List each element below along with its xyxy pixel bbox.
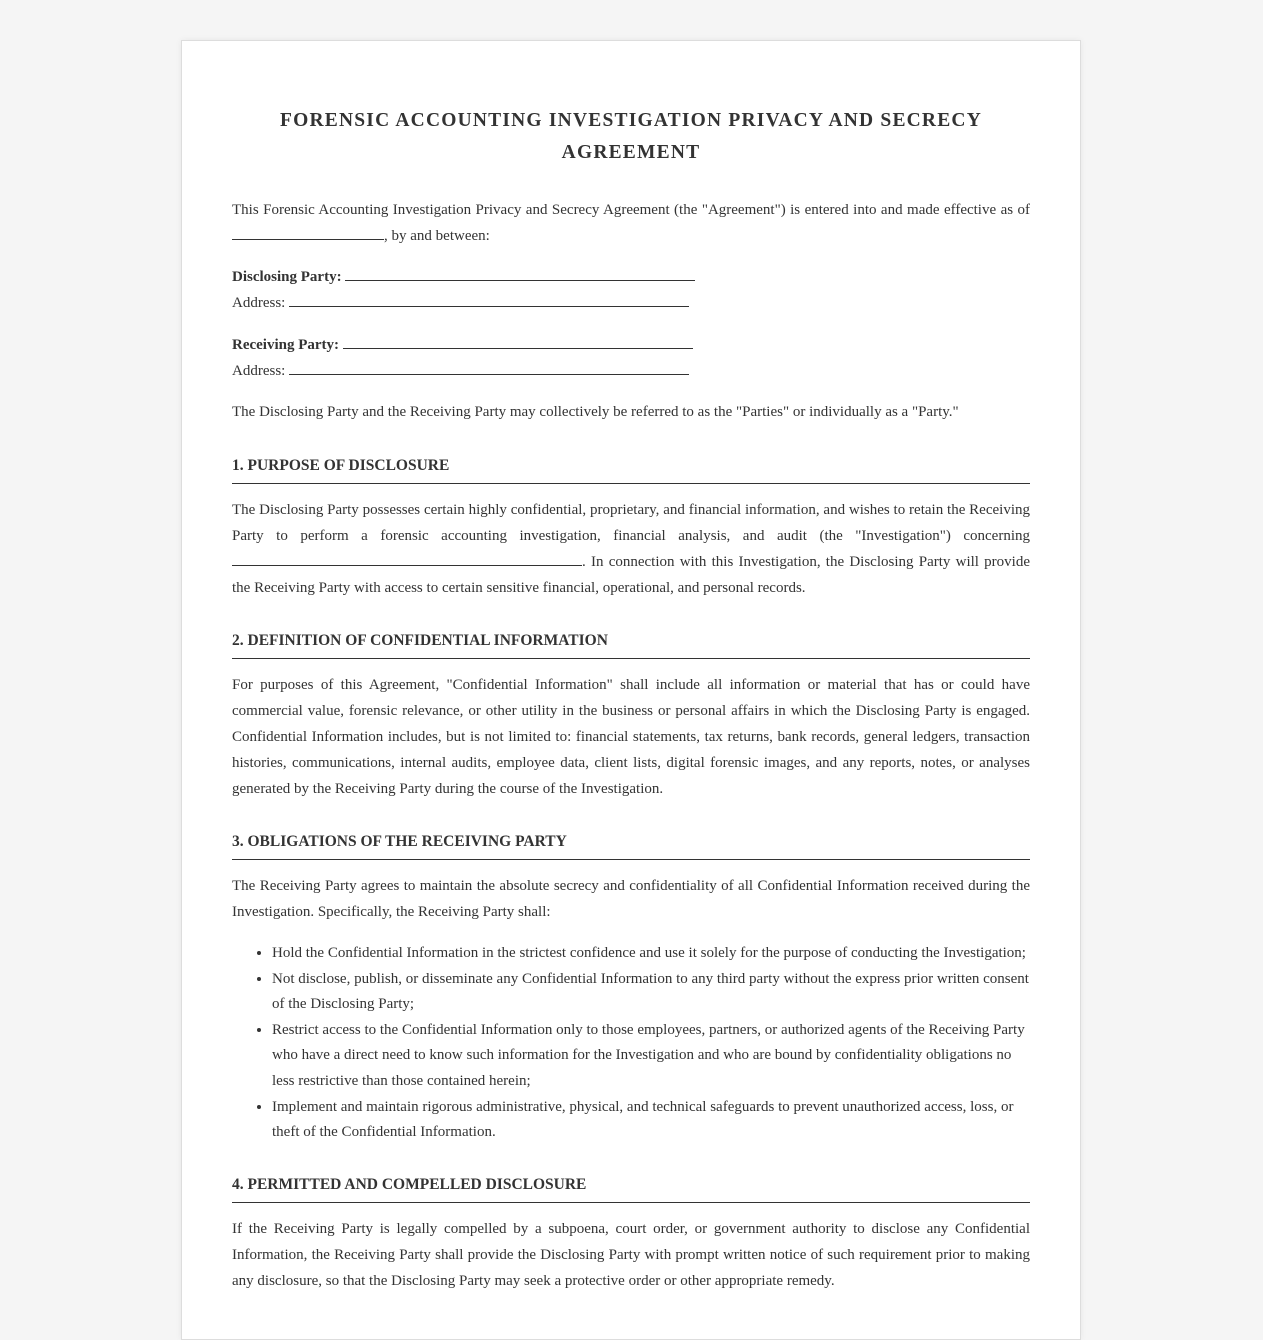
intro-text-end: , by and between:: [384, 228, 490, 244]
effective-date-blank[interactable]: [232, 225, 384, 240]
section-body-obligations: The Receiving Party agrees to maintain the absolute secrecy and confidentiality of all Confidential Information received during the Investigation. Specifically, the Receiving Party shall:: [232, 878, 1030, 920]
receiving-party-address-label: Address:: [232, 363, 286, 379]
section-heading-definition: 2. DEFINITION OF CONFIDENTIAL INFORMATION: [232, 630, 1030, 659]
list-item: • Hold the Confidential Information in the strictest confidence and use it solely for the purpose of conducting the Investigation;: [272, 941, 1030, 967]
investigation-subject-blank[interactable]: [232, 551, 582, 566]
section-obligations: [232, 831, 1030, 1146]
document-title: FORENSIC ACCOUNTING INVESTIGATION PRIVACY AND SECRECY AGREEMENT: [280, 110, 982, 163]
section-heading-purpose: 1. PURPOSE OF DISCLOSURE: [232, 455, 1030, 484]
disclosing-party-address-blank[interactable]: [289, 292, 689, 307]
receiving-party-label: Receiving Party:: [232, 337, 340, 353]
intro-text: This Forensic Accounting Investigation Privacy and Secrecy Agreement (the "Agreement") is entered into and made effective as of: [232, 202, 1030, 218]
disclosing-party-label: Disclosing Party:: [232, 269, 342, 285]
obligations-list: [232, 941, 1030, 1146]
document-page: [181, 40, 1081, 1340]
list-item: • Implement and maintain rigorous administrative, physical, and technical safeguards to prevent unauthorized access, loss, or theft of the Confidential Information.: [272, 1095, 1030, 1146]
section-heading-obligations: 3. OBLIGATIONS OF THE RECEIVING PARTY: [232, 831, 1030, 860]
list-item: • Not disclose, publish, or disseminate any Confidential Information to any third party without the express prior written consent of the Disclosing Party;: [272, 967, 1030, 1018]
section-body-purpose: [232, 497, 1030, 601]
section-definition: [232, 630, 1030, 802]
list-item: • Restrict access to the Confidential Information only to those employees, partners, or authorized agents of the Receiving Party who have a direct need to know such information for the Investigation and who are bound by confidentiality obligations no less restrictive than those contained herein;: [272, 1018, 1030, 1095]
receiving-party-address-blank[interactable]: [289, 360, 689, 375]
section-purpose: [232, 455, 1030, 601]
section-heading-disclosure: 4. PERMITTED AND COMPELLED DISCLOSURE: [232, 1174, 1030, 1203]
receiving-party-name-blank[interactable]: [343, 334, 693, 349]
parties-note: The Disclosing Party and the Receiving Party may collectively be referred to as the "Parties" or individually as a "Party.": [232, 404, 959, 420]
section-body-definition: For purposes of this Agreement, "Confidential Information" shall include all information or material that has or could have commercial value, forensic relevance, or other utility in the business or personal affairs in which the Disclosing Party is engaged. Confidential Information includes, but is not limited to: financial statements, tax returns, bank records, general ledgers, transaction histories, communications, internal audits, employee data, client lists, digital forensic images, and any reports, notes, or analyses generated by the Receiving Party during the course of the Investigation.: [232, 677, 1030, 797]
intro-paragraph: [232, 197, 1030, 249]
section-disclosure: [232, 1174, 1030, 1294]
purpose-text: The Disclosing Party possesses certain highly confidential, proprietary, and financial information, and wishes to retain the Receiving Party to perform a forensic accounting investigation, financial analysis, and audit (the "Investigation") concerning: [232, 502, 1030, 544]
disclosing-party-address-label: Address:: [232, 295, 286, 311]
disclosing-party-name-blank[interactable]: [345, 266, 695, 281]
purpose-text-end: . In connection with this Investigation, the Disclosing Party will provide the Receiving Party with access to certain sensitive financial, operational, and personal records.: [232, 554, 1030, 596]
disclosing-party-block: [232, 264, 1030, 316]
receiving-party-block: [232, 332, 1030, 384]
section-body-disclosure: If the Receiving Party is legally compelled by a subpoena, court order, or government authority to disclose any Confidential Information, the Receiving Party shall provide the Disclosing Party with prompt written notice of such requirement prior to making any disclosure, so that the Disclosing Party may seek a protective order or other appropriate remedy.: [232, 1220, 1030, 1289]
